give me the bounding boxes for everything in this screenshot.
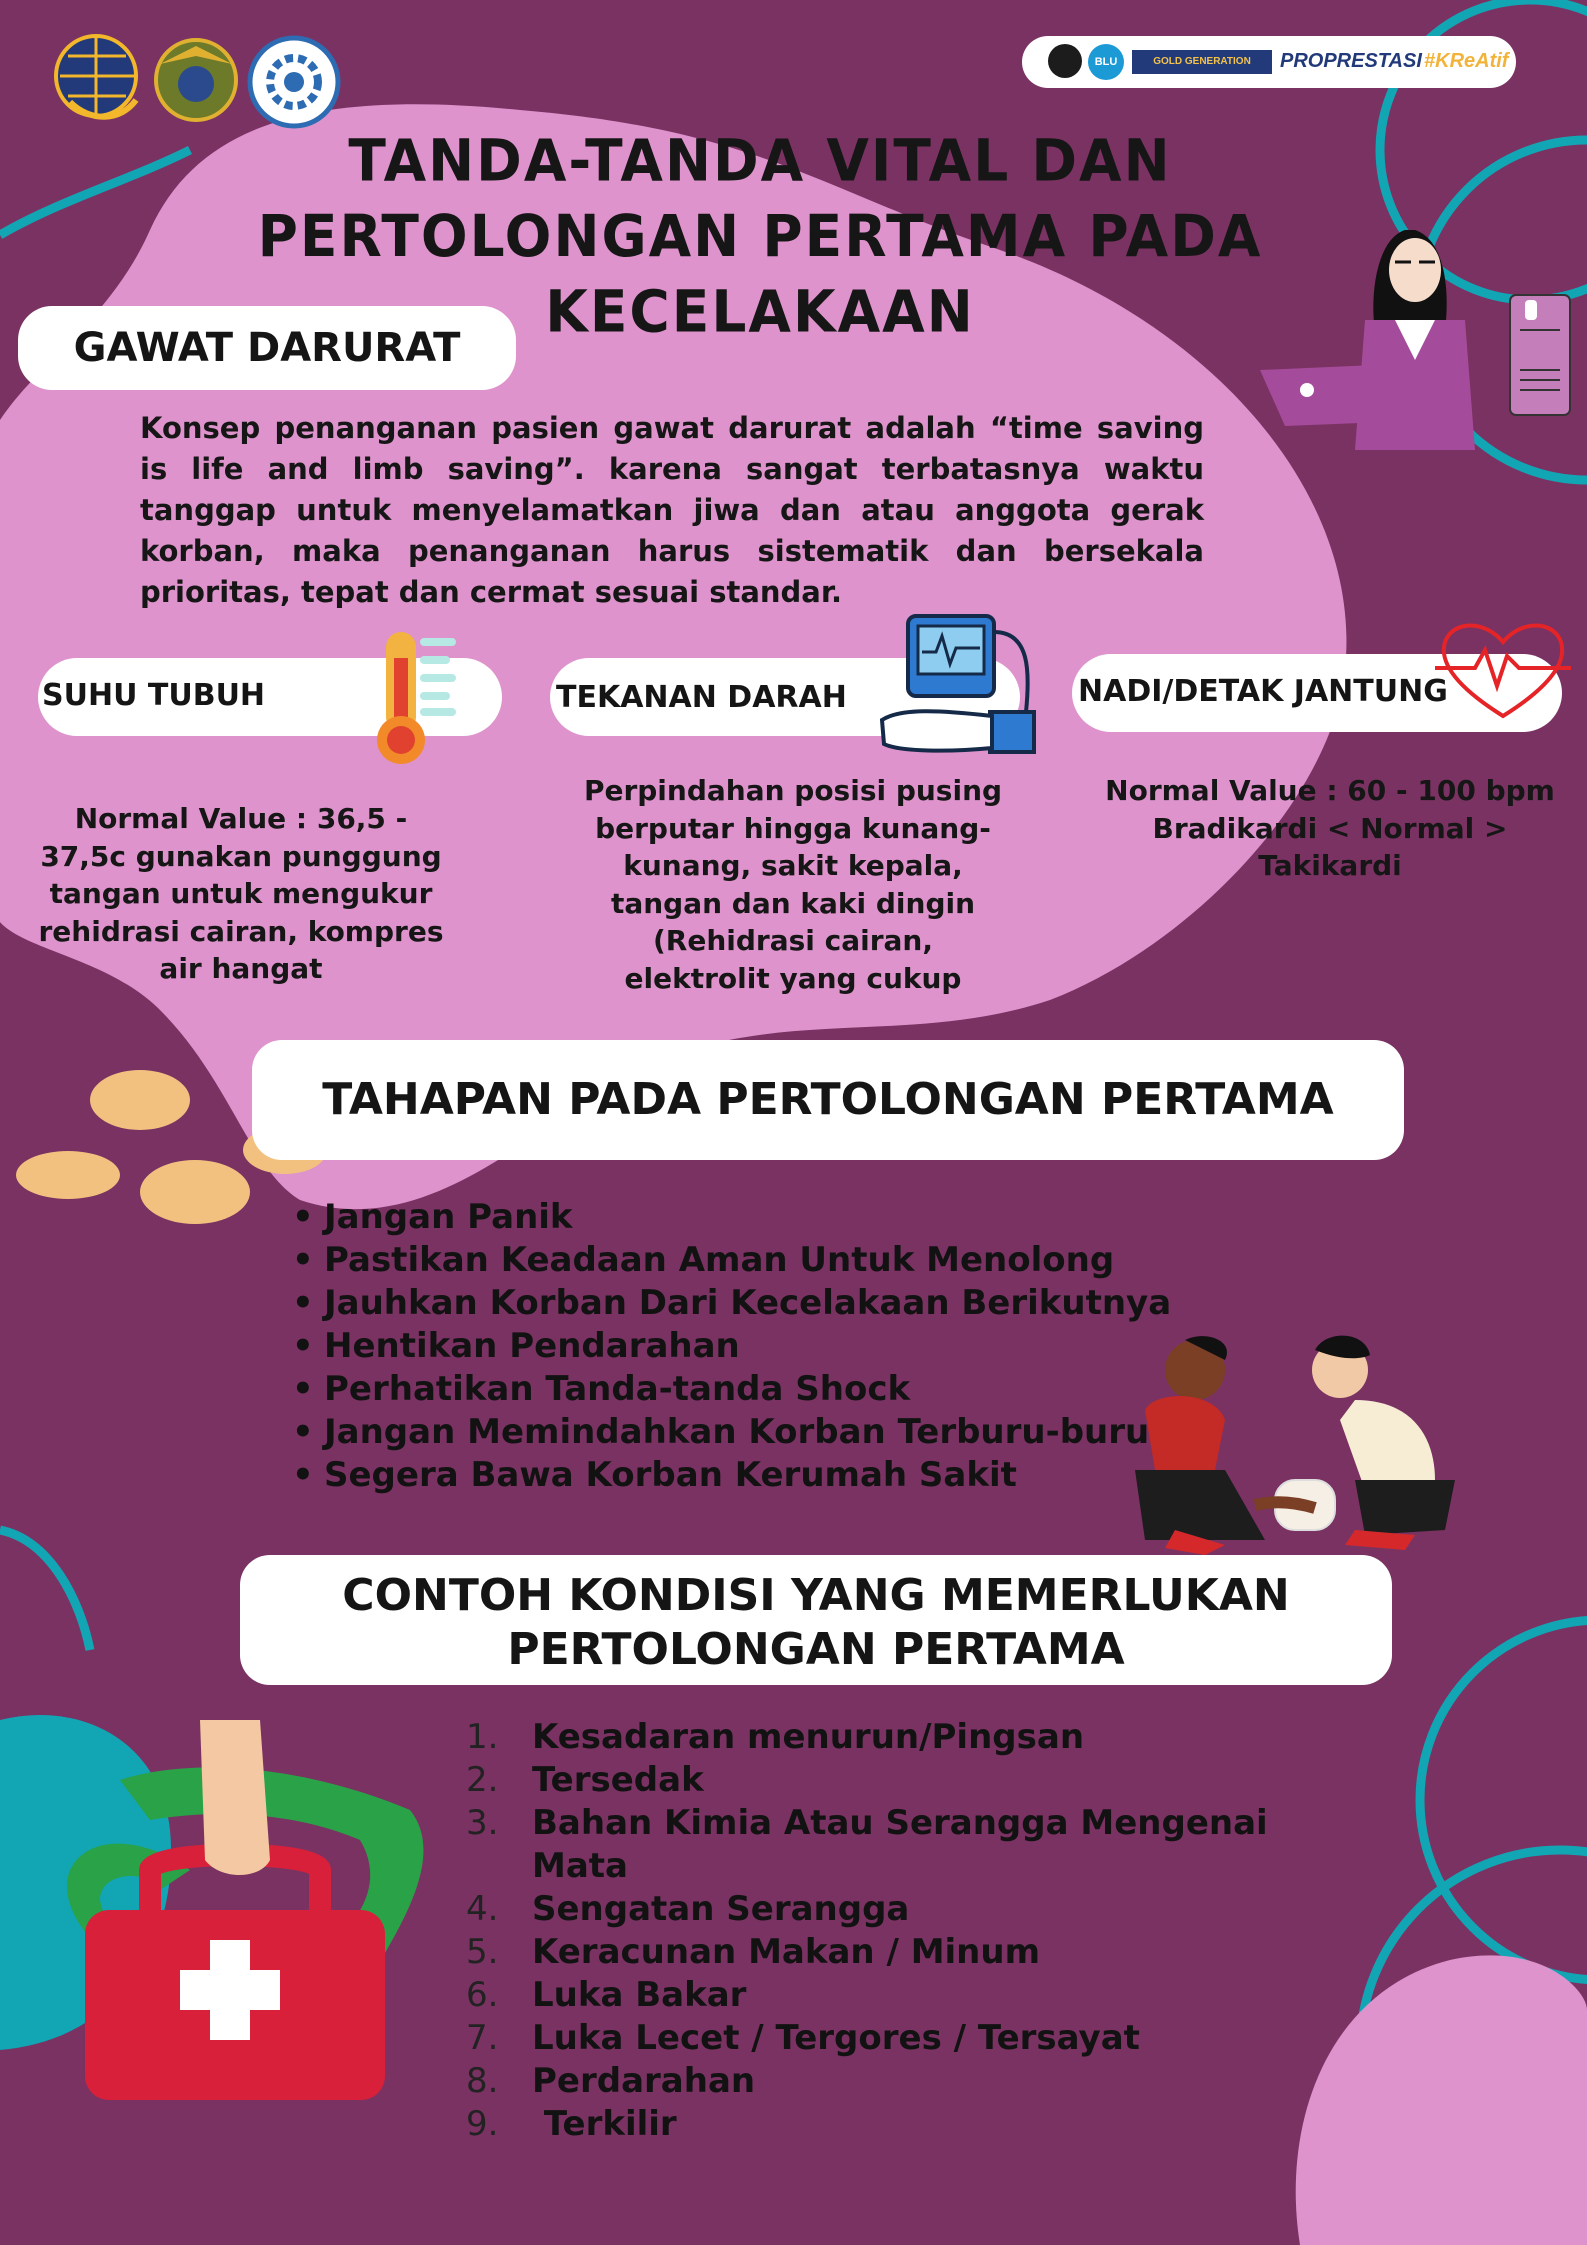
contoh-heading-line2: PERTOLONGAN PERTAMA bbox=[507, 1624, 1125, 1675]
list-number: 9. bbox=[466, 2104, 499, 2144]
page-title-line2: PERTOLONGAN PERTAMA PADA KECELAKAAN bbox=[257, 202, 1263, 346]
beige-spot bbox=[90, 1070, 190, 1130]
list-number: 2. bbox=[466, 1760, 499, 1800]
list-item bbox=[466, 1888, 1360, 1931]
list-text: Kesadaran menurun/Pingsan bbox=[532, 1717, 1085, 1757]
list-number: 5. bbox=[466, 1932, 499, 1972]
list-item: • Hentikan Pendarahan bbox=[292, 1325, 1172, 1368]
list-item bbox=[466, 1759, 1360, 1802]
list-number: 7. bbox=[466, 2018, 499, 2058]
vital-text-suhu-tubuh: Normal Value : 36,5 - 37,5c gunakan punggung tangan untuk mengukur rehidrasi cairan, kompres air hangat bbox=[38, 802, 444, 985]
list-item bbox=[466, 1802, 1360, 1888]
list-text: Luka Bakar bbox=[532, 1975, 747, 2015]
partner-logo-proprestasi: PROPRESTASI bbox=[1280, 50, 1422, 72]
list-text: Bahan Kimia Atau Serangga Mengenai Mata bbox=[532, 1803, 1268, 1886]
tahapan-heading-text: TAHAPAN PADA PERTOLONGAN PERTAMA bbox=[322, 1074, 1334, 1125]
contoh-heading-line1: CONTOH KONDISI YANG MEMERLUKAN bbox=[342, 1570, 1290, 1621]
list-number: 4. bbox=[466, 1889, 499, 1929]
list-text: Tersedak bbox=[532, 1760, 704, 1800]
list-number: 3. bbox=[466, 1803, 499, 1843]
vital-text-tekanan-darah: Perpindahan posisi pusing berputar hingga kunang-kunang, sakit kepala, tangan dan kaki dingin (Rehidrasi cairan, elektrolit yang cukup bbox=[583, 774, 1003, 995]
woman-laptop-illustration bbox=[1255, 200, 1587, 460]
list-text: Perdarahan bbox=[532, 2061, 756, 2101]
list-item: • Jangan Panik bbox=[292, 1196, 1172, 1239]
partner-logo-kreatif: #KReAtif bbox=[1424, 50, 1509, 72]
list-item: • Perhatikan Tanda-tanda Shock bbox=[292, 1368, 1172, 1411]
vital-label-nadi: NADI/DETAK JANTUNG bbox=[1078, 674, 1448, 709]
list-number: 8. bbox=[466, 2061, 499, 2101]
thermometer-icon bbox=[360, 628, 460, 768]
list-item bbox=[466, 1931, 1360, 1974]
vital-label-suhu-tubuh: SUHU TUBUH bbox=[42, 678, 266, 713]
contoh-list bbox=[466, 1716, 1360, 2146]
page-title-line1: TANDA-TANDA VITAL DAN bbox=[348, 126, 1172, 194]
partner-logo-blu: BLU bbox=[1088, 44, 1124, 80]
partner-logo-round bbox=[1048, 44, 1082, 78]
partner-logos-bar bbox=[1022, 36, 1516, 88]
globe-eagle-logo bbox=[50, 32, 146, 128]
first-aid-people-illustration bbox=[1115, 1330, 1495, 1570]
vital-text-nadi: Normal Value : 60 - 100 bpm Bradikardi < Normal > Takikardi bbox=[1105, 774, 1555, 882]
list-text: Keracunan Makan / Minum bbox=[532, 1932, 1041, 1972]
list-number: 1. bbox=[466, 1717, 499, 1757]
list-number: 6. bbox=[466, 1975, 499, 2015]
list-item: • Segera Bawa Korban Kerumah Sakit bbox=[292, 1454, 1172, 1497]
list-item bbox=[466, 2017, 1360, 2060]
tahapan-heading bbox=[252, 1040, 1404, 1160]
list-item bbox=[466, 1716, 1360, 1759]
gawat-darurat-heading bbox=[18, 306, 516, 390]
beige-spot bbox=[16, 1151, 120, 1199]
gawat-darurat-heading-text: GAWAT DARURAT bbox=[73, 325, 461, 371]
list-text: Sengatan Serangga bbox=[532, 1889, 910, 1929]
list-item: • Jangan Memindahkan Korban Terburu-buru bbox=[292, 1411, 1172, 1454]
ministry-crest-logo bbox=[150, 34, 242, 126]
list-item: • Jauhkan Korban Dari Kecelakaan Berikutnya bbox=[292, 1282, 1172, 1325]
header-logos bbox=[50, 32, 350, 132]
list-item bbox=[466, 2060, 1360, 2103]
contoh-heading bbox=[240, 1555, 1392, 1685]
heartbeat-icon bbox=[1435, 616, 1571, 726]
contoh-ordered-list bbox=[466, 1716, 1360, 2146]
gawat-darurat-body: Konsep penanganan pasien gawat darurat adalah “time saving is life and limb saving”. karena sangat terbatasnya waktu tanggap untuk menyelamatkan jiwa dan atau anggota gerak korban, maka penanganan harus sistematik dan bersekala prioritas, tepat dan cermat sesuai standar. bbox=[140, 411, 1204, 609]
blood-pressure-monitor-icon bbox=[880, 612, 1040, 762]
list-text: Luka Lecet / Tergores / Tersayat bbox=[532, 2018, 1140, 2058]
teal-ring bbox=[1420, 1620, 1587, 1980]
partner-logo-gold-generation: GOLD GENERATION bbox=[1132, 50, 1272, 74]
tahapan-list bbox=[292, 1196, 1172, 1497]
polytechnic-gear-logo bbox=[246, 34, 342, 130]
list-item: • Pastikan Keadaan Aman Untuk Menolong bbox=[292, 1239, 1172, 1282]
teal-arc bbox=[0, 1530, 90, 1650]
first-aid-kit-illustration bbox=[30, 1720, 450, 2100]
beige-spot bbox=[140, 1160, 250, 1224]
list-item bbox=[466, 2103, 1360, 2146]
vital-label-tekanan-darah: TEKANAN DARAH bbox=[556, 680, 847, 715]
list-item bbox=[466, 1974, 1360, 2017]
list-text: Terkilir bbox=[532, 2104, 677, 2144]
